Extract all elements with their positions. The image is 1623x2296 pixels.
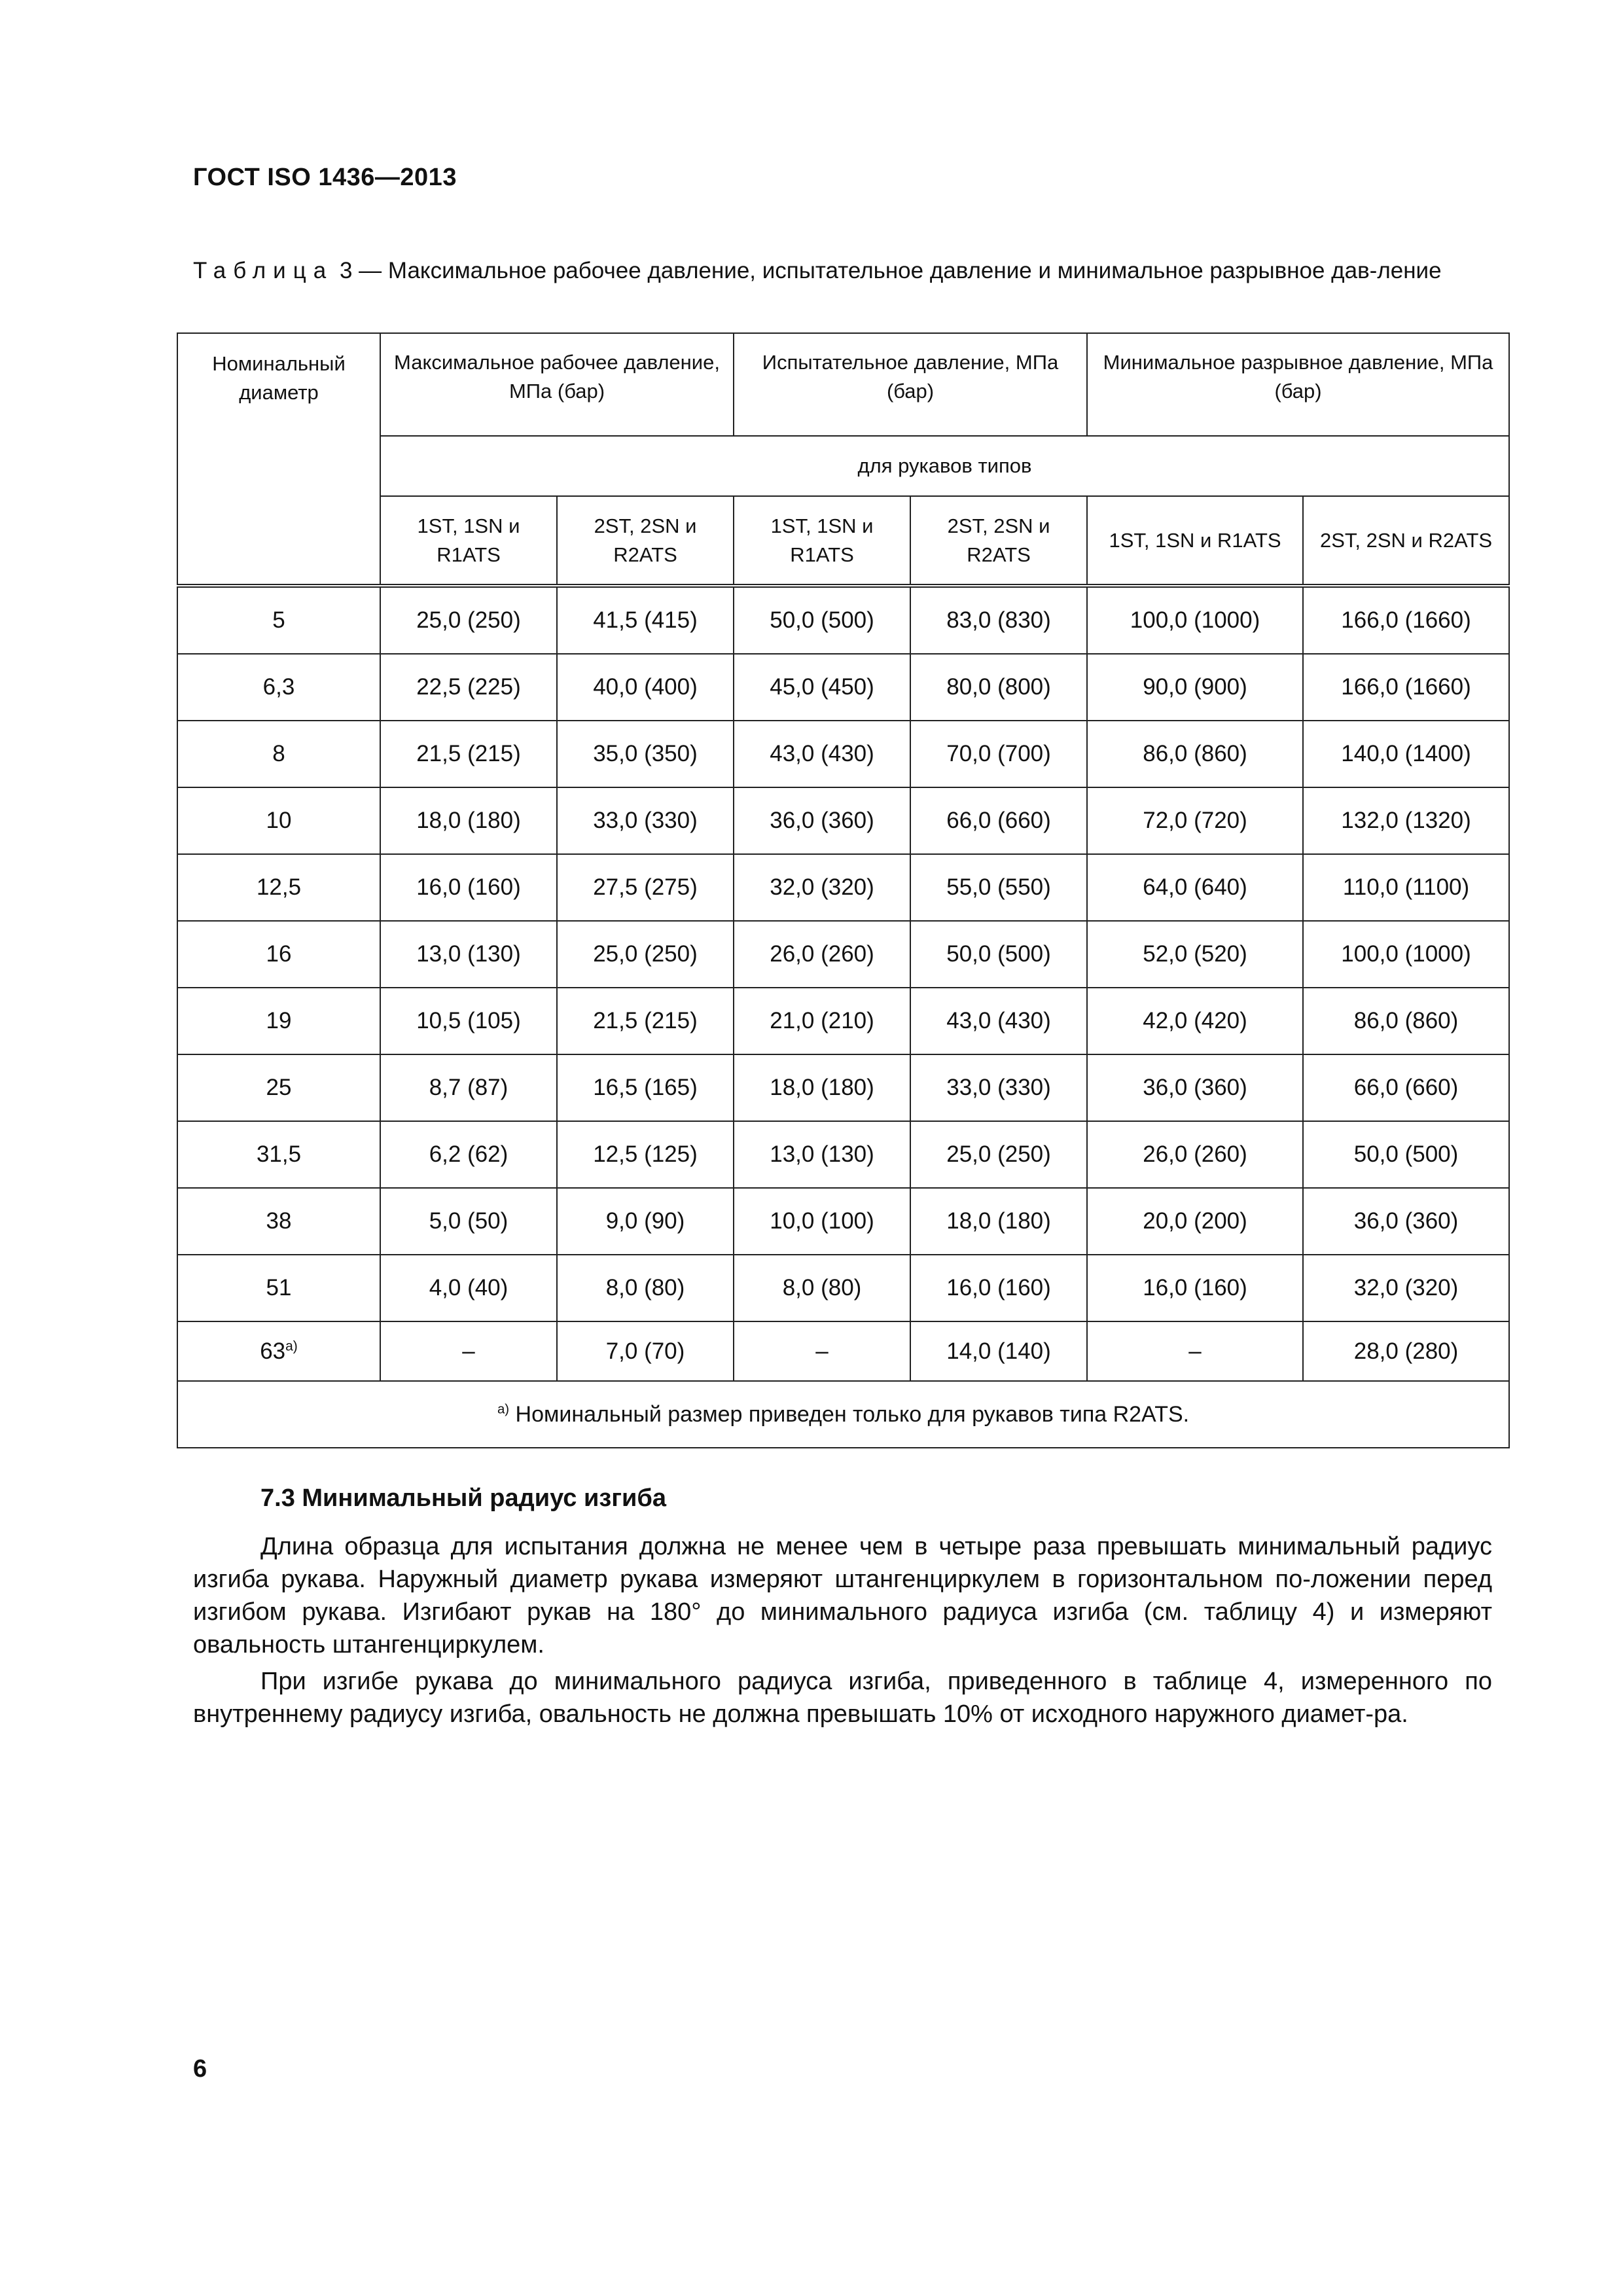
table-cell: 10,0 (100): [734, 1188, 910, 1255]
table-cell: 70,0 (700): [910, 721, 1087, 787]
table-cell: 16,0 (160): [910, 1255, 1087, 1321]
table-cell: 64,0 (640): [1087, 854, 1303, 921]
caption-number: 3: [339, 258, 353, 283]
table-cell: 40,0 (400): [557, 654, 734, 721]
table-row: [177, 654, 1509, 721]
table-cell: 50,0 (500): [910, 921, 1087, 988]
table-cell: 72,0 (720): [1087, 787, 1303, 854]
table-cell: 18,0 (180): [380, 787, 557, 854]
pressure-table: [177, 332, 1510, 1448]
table-cell-nominal: 16: [177, 921, 380, 988]
table-cell-nominal: 31,5: [177, 1121, 380, 1188]
table-cell: 27,5 (275): [557, 854, 734, 921]
table-cell: 32,0 (320): [734, 854, 910, 921]
table-cell: 14,0 (140): [910, 1321, 1087, 1381]
header-max-working-pressure: Максимальное рабочее давление, МПа (бар): [380, 333, 734, 436]
table-cell: 45,0 (450): [734, 654, 910, 721]
table-cell: 25,0 (250): [380, 586, 557, 654]
table-cell: 26,0 (260): [734, 921, 910, 988]
table-cell: 4,0 (40): [380, 1255, 557, 1321]
page-number: 6: [193, 2055, 207, 2083]
table-cell: 21,5 (215): [380, 721, 557, 787]
table-cell: 22,5 (225): [380, 654, 557, 721]
table-cell: 33,0 (330): [910, 1054, 1087, 1121]
table-cell: 83,0 (830): [910, 586, 1087, 654]
table-cell: 66,0 (660): [910, 787, 1087, 854]
table-row: [177, 1188, 1509, 1255]
table-cell: 140,0 (1400): [1303, 721, 1509, 787]
table-cell: 25,0 (250): [557, 921, 734, 988]
table-cell: 16,0 (160): [1087, 1255, 1303, 1321]
table-cell-nominal: 38: [177, 1188, 380, 1255]
table-cell-nominal: 12,5: [177, 854, 380, 921]
header-min-burst-pressure: Минимальное разрывное давление, МПа (бар): [1087, 333, 1509, 436]
table-cell: 16,5 (165): [557, 1054, 734, 1121]
table-cell: 7,0 (70): [557, 1321, 734, 1381]
header-type-col-3: 1ST, 1SN и R1ATS: [734, 496, 910, 586]
table-cell: 33,0 (330): [557, 787, 734, 854]
table-cell: 35,0 (350): [557, 721, 734, 787]
table-cell: 13,0 (130): [380, 921, 557, 988]
table-cell: 50,0 (500): [734, 586, 910, 654]
header-type-col-6: 2ST, 2SN и R2ATS: [1303, 496, 1509, 586]
header-type-col-5: 1ST, 1SN и R1ATS: [1087, 496, 1303, 586]
table-cell: 66,0 (660): [1303, 1054, 1509, 1121]
table-cell: 21,0 (210): [734, 988, 910, 1054]
table-cell-nominal: 5: [177, 586, 380, 654]
table-cell: 80,0 (800): [910, 654, 1087, 721]
table-row: [177, 1321, 1509, 1381]
table-row: [177, 988, 1509, 1054]
table-cell: 110,0 (1100): [1303, 854, 1509, 921]
table-cell: 36,0 (360): [734, 787, 910, 854]
table-cell: 6,2 (62): [380, 1121, 557, 1188]
table-cell-nominal: 19: [177, 988, 380, 1054]
table-cell: 8,0 (80): [557, 1255, 734, 1321]
table-row: [177, 1255, 1509, 1321]
table-cell: 10,5 (105): [380, 988, 557, 1054]
table-cell: 50,0 (500): [1303, 1121, 1509, 1188]
table-row: [177, 854, 1509, 921]
table-cell: 18,0 (180): [734, 1054, 910, 1121]
table-cell: 18,0 (180): [910, 1188, 1087, 1255]
section-title: 7.3 Минимальный радиус изгиба: [260, 1484, 667, 1512]
header-hose-types: для рукавов типов: [380, 436, 1509, 496]
table-cell: –: [734, 1321, 910, 1381]
table-cell-nominal: $63^{а)}$: [177, 1321, 380, 1381]
table-cell: 36,0 (360): [1087, 1054, 1303, 1121]
table-cell: 26,0 (260): [1087, 1121, 1303, 1188]
table-cell: 20,0 (200): [1087, 1188, 1303, 1255]
table-cell: 43,0 (430): [734, 721, 910, 787]
paragraph: Длина образца для испытания должна не менее чем в четыре раза превышать минимальный радиус изгиба рукава. Наружный диаметр рукава измеряют штангенциркулем в горизонтальном по-ложении перед изгибом рукава. Изгибают рукав на 180° до минимального радиуса изгиба (см. таблицу 4) и измеряют овальность штангенциркулем.: [193, 1533, 1492, 1659]
table-cell: 13,0 (130): [734, 1121, 910, 1188]
table-body: [177, 586, 1509, 1321]
table-cell-nominal: 8: [177, 721, 380, 787]
header-type-col-1: 1ST, 1SN и R1ATS: [380, 496, 557, 586]
table-cell: –: [1087, 1321, 1303, 1381]
table-cell: 52,0 (520): [1087, 921, 1303, 988]
header-proof-pressure: Испытательное давление, МПа (бар): [734, 333, 1087, 436]
footnote-mark: а): [497, 1402, 510, 1417]
header-type-col-2: 2ST, 2SN и R2ATS: [557, 496, 734, 586]
table-cell: 21,5 (215): [557, 988, 734, 1054]
table-cell: 100,0 (1000): [1303, 921, 1509, 988]
table-cell: –: [380, 1321, 557, 1381]
table-cell: 8,0 (80): [734, 1255, 910, 1321]
caption-label: Таблица: [193, 258, 334, 283]
table-cell: 90,0 (900): [1087, 654, 1303, 721]
table-cell: 43,0 (430): [910, 988, 1087, 1054]
table-cell-nominal: 51: [177, 1255, 380, 1321]
table-cell-nominal: 6,3: [177, 654, 380, 721]
table-cell: 100,0 (1000): [1087, 586, 1303, 654]
table-cell: 25,0 (250): [910, 1121, 1087, 1188]
header-type-col-4: 2ST, 2SN и R2ATS: [910, 496, 1087, 586]
table-cell: 42,0 (420): [1087, 988, 1303, 1054]
paragraph: При изгибе рукава до минимального радиуса изгиба, приведенного в таблице 4, измеренного по внутреннему радиусу изгиба, овальность не должна превышать 10% от исходного наружного диамет-ра.: [193, 1668, 1492, 1728]
header-nominal-diameter: Номинальный диаметр: [177, 333, 380, 586]
table-caption: [193, 257, 1501, 285]
table-cell: 55,0 (550): [910, 854, 1087, 921]
table-row: [177, 1054, 1509, 1121]
table-footnote-row: [177, 1381, 1509, 1448]
table-cell: 36,0 (360): [1303, 1188, 1509, 1255]
table-row: [177, 921, 1509, 988]
document-header: ГОСТ ISO 1436—2013: [193, 164, 457, 191]
table-cell: 28,0 (280): [1303, 1321, 1509, 1381]
footnote-text: Номинальный размер приведен только для рукавов типа R2ATS.: [515, 1401, 1190, 1427]
footnote-ref: а): [285, 1338, 298, 1354]
table-cell: 16,0 (160): [380, 854, 557, 921]
table-cell-nominal: 25: [177, 1054, 380, 1121]
table-cell: 86,0 (860): [1303, 988, 1509, 1054]
table-cell: 86,0 (860): [1087, 721, 1303, 787]
table-cell: 166,0 (1660): [1303, 654, 1509, 721]
table-cell-nominal: 10: [177, 787, 380, 854]
table-cell: 132,0 (1320): [1303, 787, 1509, 854]
table-row: [177, 787, 1509, 854]
table-cell: 5,0 (50): [380, 1188, 557, 1255]
table-cell: 12,5 (125): [557, 1121, 734, 1188]
table-row: [177, 721, 1509, 787]
table-cell: 8,7 (87): [380, 1054, 557, 1121]
table-cell: 166,0 (1660): [1303, 586, 1509, 654]
table-row: [177, 1121, 1509, 1188]
table-cell: 41,5 (415): [557, 586, 734, 654]
table-row: [177, 586, 1509, 654]
caption-text: — Максимальное рабочее давление, испытательное давление и минимальное разрывное дав-ление: [359, 258, 1442, 283]
table-cell: 9,0 (90): [557, 1188, 734, 1255]
table-cell: 32,0 (320): [1303, 1255, 1509, 1321]
table-footnote: [177, 1381, 1509, 1448]
